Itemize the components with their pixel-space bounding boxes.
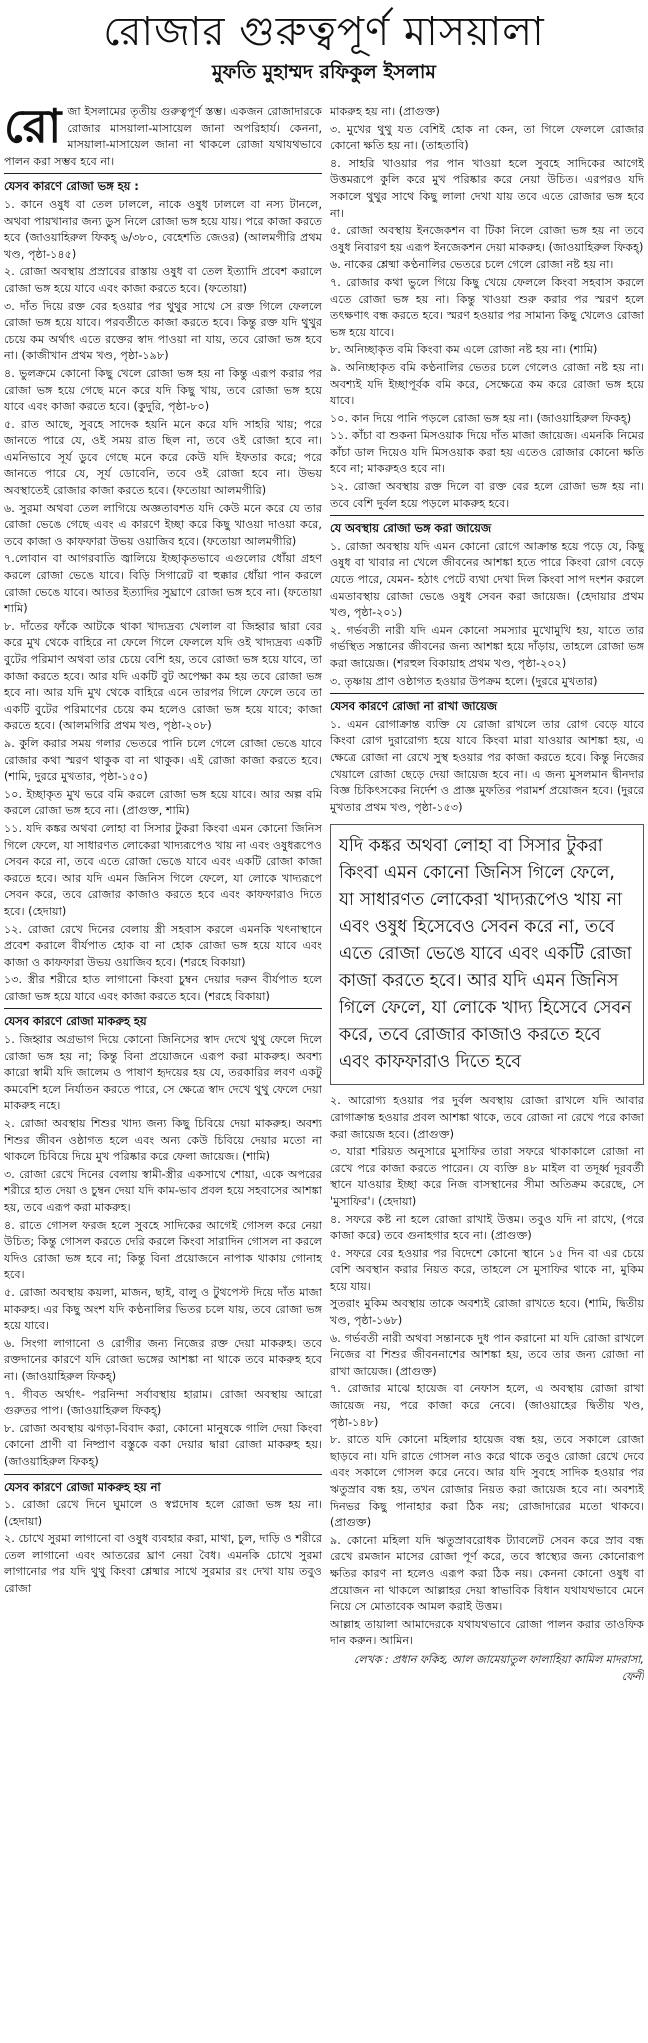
article-paragraph: ২. গর্ভবতী নারী যদি এমন কোনো সমস্যার মুখোমুখি হয়, যাতে তার গর্ভস্থিত সন্তানের জীবনের জন্য আশঙ্কা হয়ে দাঁড়ায়, তাহলে রোজা ভঙ্গ করা জায়েজ। (শরহুল বিকায়াহ প্রথম খণ্ড, পৃষ্ঠা-২০২) — [330, 623, 644, 670]
article-paragraph: ৯. কোনো মহিলা যদি ঋতুস্রাবরোধক ট্যাবলেট সেবন করে স্রাব বন্ধ রেখে রমজান মাসের রোজা পূর্ণ করে, তবে স্বাস্থ্যের জন্য কোনোরূপ ক্ষতির কারণ না হলেও এরূপ করা ঠিক নয়। কেননা কোনো ওষুধ বা প্রয়োজন না থাকলে আল্লাহর দেয়া স্বাভাবিক বিধান যথাযথভাবে মেনে নিয়ে সে মোতাবেক আমল করাই উত্তম। — [330, 1533, 644, 1614]
section-heading-permitted-break: যে অবস্থায় রোজা ভঙ্গ করা জায়েজ — [330, 521, 492, 536]
article-paragraph: ১২. রোজা রেখে দিনের বেলায় স্ত্রী সহবাস করলে এমনকি খৎনাস্থানে প্রবেশ করালে বীর্যপাত হোক বা না হোক রোজা ভঙ্গ হয়ে যাবে এবং কাজা ও কাফফারা উভয় ওয়াজিব হবে। (শরহে বিকায়া) — [4, 922, 322, 969]
article-paragraph: ১০. ইচ্ছাকৃত মুখ ভরে বমি করলে রোজা ভঙ্গ হয়ে যাবে। আর অল্প বমি করলে রোজা ভঙ্গ হবে না। (প্রাগুক্ত, শামি) — [4, 787, 322, 818]
article-paragraph: ২. চোখে সুরমা লাগানো বা ওষুধ ব্যবহার করা, মাথা, চুল, দাড়ি ও শরীরে তেল লাগানো এবং আতরের ঘ্রাণ নেয়া বৈধ। এমনকি চোখে সুরমা লাগানোর পর যদি থুথু কিংবা শ্লেষ্মার সাথে সুরমার রং দেখা যায় তবুও রোজা — [4, 1532, 322, 1596]
article-paragraph: ২. রোজা অবস্থায় শিশুর খাদ্য জন্য কিছু চিবিয়ে দেয়া মাকরুহ। অবশ্য শিশুর জীবন ওষ্ঠাগত হলে এবং অন্য কেউ চিবিয়ে দেয়ার মতো না থাকলে চিবিয়ে দিয়ে মুখ পরিষ্কার করে ফেলা জায়েজ। (শামি) — [4, 1117, 322, 1164]
article-paragraph: ৪. ভুলক্রমে কোনো কিছু খেলে রোজা ভঙ্গ হয় না কিন্তু এরূপ করার পর রোজা ভঙ্গ হয়ে গেছে মনে করে যদি কিছু খায়, তবে রোজা ভঙ্গ হয়ে যাবে এবং কাজা করতে হবে। (কুদুরি, পৃষ্ঠা-৮০) — [4, 366, 322, 414]
article-header — [0, 0, 648, 90]
article-paragraph: ১. কানে ওষুধ বা তেল ঢাললে, নাকে ওষুধ ঢাললে বা নস্য টানলে, অথবা পায়খানার জন্য ডুস নিলে রোজা ভঙ্গ হয়ে যায়। পরে কাজা করতে হবে (জাওয়াহিরুল ফিকহ্‌ ৬/৩৮০, বেহেশতি জেওর) (আলমগীরি প্রথম খণ্ড, পৃষ্ঠা-১৪৫) — [4, 197, 322, 261]
article-paragraph: ৬. গর্ভবতী নারী অথবা সন্তানকে দুধ পান করানো মা যদি রোজা রাখলে নিজের বা শিশুর জীবননাশের আশঙ্কা হয়, তবে তার জন্য রোজা না রাখা জায়েজ। (প্রাগুক্ত) — [330, 1331, 644, 1378]
section-heading-makruh: যেসব কারণে রোজা মাকরুহ হয় — [4, 1014, 147, 1029]
article-paragraph: ১১. কাঁচা বা শুকনা মিসওয়াক দিয়ে দাঁত মাজা জায়েজ। এমনকি নিমের কাঁচা ডাল দিয়েও যদি মিসওয়াক করা হয় এতেও রোজার কোনো ক্ষতি হবে না; মাকরুহও হবে না। — [330, 429, 644, 476]
section-permitted-skip — [330, 717, 644, 817]
article-paragraph: ৭.লোবান বা আগরবাতি জ্বালিয়ে ইচ্ছাকৃতভাবে এগুলোর ধোঁয়া গ্রহণ করলে রোজা ভেঙে যাবে। বিড়ি সিগারেট বা হুক্কার ধোঁয়া পান করলে রোজা ভেঙে যাবে। আতর ইত্যাদির সুঘ্রাণে রোজা ভঙ্গ হবে না। (ফতোয়া শামি) — [4, 552, 322, 616]
author-credit: লেখক : প্রধান ফকিহ, আল জামেয়াতুল ফালাহিয়া কামিল মাদরাসা, ফেনী — [353, 1652, 644, 1683]
section-not-makruh — [4, 1497, 322, 1598]
article-paragraph: ১. রোজা রেখে দিনে ঘুমালে ও স্বপ্নদোষ হলে রোজা ভঙ্গ হয় না। (হেদায়া) — [4, 1498, 322, 1528]
article-paragraph: মাকরুহ হয় না। (প্রাগুক্ত) — [330, 105, 440, 118]
article-paragraph: ৬. সিংগা লাগানো ও রোগীর জন্য নিজের রক্ত দেয়া মাকরুহ। তবে রক্তদানের কারণে যদি রোজা ভঙ্গের আশঙ্কা না থাকে তবে মাকরুহ হবে না। (জাওয়াহিরুল ফিকহ্‌) — [4, 1336, 322, 1383]
section-fast-breakers — [4, 197, 322, 1006]
article-paragraph: সুতরাং মুকিম অবস্থায় তাকে অবশ্যই রোজা রাখতে হবে। (শামি, দ্বিতীয় খণ্ড, পৃষ্ঠা-১৬৮) — [330, 1297, 644, 1328]
article-paragraph: ১০. কান দিয়ে পানি পড়লে রোজা ভঙ্গ হয় না। (জাওয়াহিরুল ফিকহ্‌) — [330, 411, 632, 425]
article-paragraph: ২. আরোগ্য হওয়ার পর দুর্বল অবস্থায় রোজা রাখলে যদি আবার রোগাক্রান্ত হওয়ার প্রবল আশঙ্কা থাকে, তবে রোজা না রেখে পরে কাজা করা জায়েজ হবে। (প্রাগুক্ত) — [330, 1094, 644, 1141]
section-divider — [330, 693, 644, 694]
article-paragraph: ৫. রোজা অবস্থায় ইনজেকশন বা টিকা নিলে রোজা ভঙ্গ হয় না তবে ওষুধ নিবারণ হয় এরূপ ইনজেকশন দেয়া মাকরুহ। (জাওয়াহিরুল ফিকহ্‌) — [330, 224, 644, 254]
section-divider — [4, 173, 322, 174]
article-title: রোজার গুরুত্বপূর্ণ মাসয়ালা — [103, 9, 545, 55]
article-paragraph: ৩. দাঁত দিয়ে রক্ত বের হওয়ার পর থুথুর সাথে সে রক্ত গিলে ফেললে রোজা ভঙ্গ হয়ে যাবে। পরবর্তীতে কাজা করতে হবে। কিন্তু রক্ত যদি থুথুর চেয়ে কম অর্থাৎ এতে রক্তের স্বাদ পাওয়া না যায়, তবে রোজা ভঙ্গ হবে না। (কাজীখান প্রথম খণ্ড, পৃষ্ঠা-১৯৮) — [4, 299, 322, 363]
article-paragraph: ৪. রাতে গোসল ফরজ হলে সুবহে সাদিকের আগেই গোসল করে নেয়া উচিত; কিন্তু গোসল করতে দেরি করলে কিংবা সারাদিন গোসল না করলে যদিও রোজা ভঙ্গ হবে না; কিন্তু বিনা প্রয়োজনে নাপাক থাকায় গোনাহ হবে। — [4, 1218, 322, 1282]
article-paragraph: ৯. অনিচ্ছাকৃত বমি কণ্ঠনালির ভেতর চলে গেলেও রোজা নষ্ট হয় না। অবশ্যই যদি ইচ্ছাপূর্বক বমি করে, সেক্ষেত্রে কম করে রোজা ভঙ্গ হয়ে যাবে। — [330, 360, 644, 408]
article-paragraph: ৮. অনিচ্ছাকৃত বমি কিংবা কম এলে রোজা নষ্ট হয় না। (শামি) — [330, 343, 598, 357]
article-paragraph: ৬. নাকের শ্লেষ্মা কণ্ঠনালির ভেতরে চলে গেলে রোজা নষ্ট হয় না। — [330, 258, 614, 272]
article-paragraph: ৩. তৃষ্ণায় প্রাণ ওষ্ঠাগত হওয়ার উপক্রম হলে। (দুররে মুখতার) — [330, 674, 598, 688]
article-paragraph: ১. এমন রোগাক্রান্ত ব্যক্তি যে রোজা রাখলে তার রোগ বেড়ে যাবে কিংবা রোগ দুরারোগ্য হয়ে যাবে কিংবা মারা যাওয়ার আশঙ্কা হয়, এ ক্ষেত্রে রোজা না রেখে সুস্থ হওয়ার পর কাজা করতে হবে। কিন্তু নিজের খেয়ালে রোজা ছেড়ে দেয়া জায়েজ হবে না। এ জন্য মুসলমান দ্বীনদার বিজ্ঞ চিকিৎসকের নির্দেশ ও প্রাজ্ঞ মুফতির পরামর্শ প্রয়োজন হবে। (দুররে মুখতার প্রথম খণ্ড, পৃষ্ঠা-১৫৩) — [330, 717, 644, 814]
section-divider — [330, 515, 644, 516]
section-heading-fast-breakers: যেসব কারণে রোজা ভঙ্গ হয় : — [4, 179, 139, 194]
intro-paragraph — [4, 104, 322, 170]
drop-cap: রো — [4, 104, 62, 153]
pull-quote: যদি কঙ্কর অথবা লোহা বা সিসার টুকরা কিংবা এমন কোনো জিনিস গিলে ফেলে, যা সাধারণত লোকেরা খাদ্যরূপেও খায় না এবং ওষুধ হিসেবেও সেবন করে না, তবে এতে রোজা ভেঙে যাবে এবং একটি রোজা কাজা করতে হবে। আর যদি এমন জিনিস গিলে ফেলে, যা লোকে খাদ্য হিসেবে সেবন করে, তবে রোজার কাজাও করতে হবে এবং কাফফারাও দিতে হবে — [330, 824, 644, 1085]
article-paragraph: ১২. রোজা অবস্থায় রক্ত দিলে বা রক্ত বের হলে রোজা ভঙ্গ হয় না। তবে বেশি দুর্বল হয়ে পড়লে মাকরুহ হবে। — [330, 480, 644, 510]
section-divider — [4, 1474, 322, 1475]
continued-permitted-skip — [330, 1093, 644, 1650]
intro-text: জা ইসলামের তৃতীয় গুরুত্বপূর্ণ স্তম্ভ। একজন রোজাদারকে রোজার মাসয়ালা-মাসায়েল জানা অপরিহার্য। কেননা, মাসয়ালা-মাসায়েল জানা না থাকলে রোজা যথাযথভাবে পালন করা সম্ভব হবে না। — [4, 105, 322, 168]
article-paragraph: ৪. সফরে কষ্ট না হলে রোজা রাখাই উত্তম। তবুও যদি না রাখে, (পরে কাজা করে) তবে গুনাহগার হবে না। (প্রাগুক্ত) — [330, 1212, 644, 1243]
article-paragraph: ৭. রোজার মাঝে হায়েজ বা নেফাস হলে, এ অবস্থায় রোজা রাখা জায়েজ নয়, পরে কাজা করে নেবে। (জাওয়াহের দ্বিতীয় খণ্ড, পৃষ্ঠা-১৪৮) — [330, 1382, 644, 1429]
article-paragraph: ৭. গীবত অর্থাৎ- পরনিন্দা সর্বাবস্থায় হারাম। রোজা অবস্থায় আরো গুরুতর পাপ। (জাওয়াহিরুল ফিকহ্‌) — [4, 1387, 322, 1418]
section-heading-not-makruh: যেসব কারণে রোজা মাকরুহ হয় না — [4, 1479, 161, 1494]
article-paragraph: ১১. যদি কঙ্কর অথবা লোহা বা সিসার টুকরা কিংবা এমন কোনো জিনিস গিলে ফেলে, যা সাধারণত লোকেরা খাদ্যরূপেও খায় না এবং ওষুধরূপেও সেবন করে না, তবে এতে রোজা ভেঙে যাবে এবং একটি রোজা কাজা করতে হবে। আর যদি এমন জিনিস গিলে ফেলে, যা লোকে খাদ্যরূপে সেবন করে, তবে রোজার কাজাও করতে হবে এবং কাফফারাও দিতে হবে। (হেদায়া) — [4, 821, 322, 918]
article-paragraph: ৯. কুলি করার সময় গলার ভেতরে পানি চলে গেলে রোজা ভেঙে যাবে রোজার কথা স্মরণ থাকুক বা না থাকুক। এই রোজা কাজা করতে হবে। (শামি, দুররে মুখতার, পৃষ্ঠা-১৫০) — [4, 736, 322, 784]
article-paragraph: ৩. যারা শরিয়ত অনুসারে মুসাফির তারা সফরে থাকাকালে রোজা না রেখে পরে কাজা করতে পারেন। যে ব্যক্তি ৪৮ মাইল বা তদূর্ধ্ব দূরবর্তী স্থানে যাওয়ার ইচ্ছা করে নিজ বাসস্থানের সীমা অতিক্রম করেছে, সে 'মুসাফির'। (হেদায়া) — [330, 1145, 644, 1208]
article-paragraph: ৩. মুখের থুথু যত বেশিই হোক না কেন, তা গিলে ফেললে রোজার কোনো ক্ষতি হয় না। (তাহতাবি) — [330, 122, 644, 153]
article-paragraph: ৫. রোজা অবস্থায় কয়লা, মাজন, ছাই, বালু ও টুথপেস্ট দিয়ে দাঁত মাজা মাকরুহ। এর কিছু অংশ যদি কণ্ঠনালির ভিতর চলে যায়, তবে রোজা ভঙ্গ হয়ে যাবে। — [4, 1285, 322, 1333]
article-paragraph: ৪. সাহরি খাওয়ার পর পান খাওয়া হলে সুবহে সাদিকের আগেই উত্তমরূপে কুলি করে মুখ পরিষ্কার করে নেয়া উচিত। এরপরও যদি সকালে থুথুর সাথে কিছু লালা দেখা যায় তবে এতে রোজার ভঙ্গ হবে না। — [330, 156, 644, 220]
article-paragraph: ১৩. স্ত্রীর শরীরে হাত লাগানো কিংবা চুম্বন দেয়ার দরুন বীর্যপাত হলে রোজা ভঙ্গ হয়ে যাবে এবং কাজা করতে হবে। (শরহে বিকায়া) — [4, 973, 322, 1003]
section-divider — [4, 1008, 322, 1009]
right-column — [330, 104, 644, 2039]
article-paragraph: ৩. রোজা রেখে দিনের বেলায় স্বামী-স্ত্রীর একসাথে শোয়া, একে অপরের শরীরে হাত দেয়া ও চুম্বন দেয়া যদি কাম-ভাব প্রবল হয়ে সহবাসের আশঙ্কা হয়, তবে এরূপ করা মাকরুহ। — [4, 1167, 322, 1214]
article-paragraph: ৮. রোজা অবস্থায় ঝগড়া-বিবাদ করা, কোনো মানুষকে গালি দেয়া কিংবা কোনো প্রাণী বা নিষ্প্রাণ বস্তুকে বকা দেয়ার দ্বারা রোজা মাকরুহ হয়। (জাওয়াহিরুল ফিকহ্‌) — [4, 1421, 322, 1468]
article-paragraph: ৬. সুরমা অথবা তেল লাগিয়ে অজ্ঞতাবশত যদি কেউ মনে করে যে তার রোজা ভেঙে গেছে এবং এ কারণে ইচ্ছা করে কিছু খাওয়া দাওয়া করে, তবে কাজা ও কাফফারা উভয় ওয়াজিব হবে। (ফতোয়া আলমগীরি) — [4, 501, 322, 548]
article-paragraph: আল্লাহ তায়ালা আমাদেরকে যথাযথভাবে রোজা পালন করার তাওফিক দান করুন। আমিন। — [330, 1617, 644, 1648]
article-paragraph: ৮. রাতে যদি কোনো মহিলার হায়েজ বন্ধ হয়, তবে সকালে রোজা ছাড়বে না। যদি রাতে গোসল নাও করে থাকে তবুও রোজা রেখে দেবে এবং সকালে গোসল করে নেবে। আর যদি সুবহে সাদিক হওয়ার পর ঋতুস্রাব বন্ধ হয়, তখন রোজার নিয়ত করা জায়েজ হবে না। অবশ্যই দিনভর কিছু পানাহার করা ঠিক নয়; রোজাদারের মতো থাকবে। (প্রাগুক্ত) — [330, 1433, 644, 1530]
section-permitted-break — [330, 539, 644, 690]
article-body — [4, 104, 644, 2039]
article-paragraph: ৫. রাত আছে, সুবহে সাদেক হয়নি মনে করে যদি সাহরি খায়; পরে জানতে পারে যে, ওই সময় রাত ছিল না, তবে ওই রোজা হবে না। এমনিভাবে সূর্য ডুবে গেছে মনে করে কেউ যদি ইফতার করে; পরে জানতে পারে যে, সূর্য ডোবেনি, তবে ওই রোজা হবে না। উভয় অবস্থাতেই রোজার কাজা করতে হবে। (ফতোয়া আলমগীরি) — [4, 417, 322, 498]
section-heading-permitted-skip: যেসব কারণে রোজা না রাখা জায়েজ — [330, 699, 497, 714]
left-column — [4, 104, 322, 2039]
section-makruh — [4, 1032, 322, 1470]
article-paragraph: ১. জিহ্বার অগ্রভাগ দিয়ে কোনো জিনিসের স্বাদ দেখে থুথু ফেলে দিলে রোজা ভঙ্গ হয় না; কিন্তু বিনা প্রয়োজনে এরূপ করা মাকরুহ। অবশ্য কারো স্বামী যদি জালেম ও পাষাণ হৃদয়ের হয় যে, তরকারির লবণ একটু কমবেশি হলে নির্যাতন করতে পারে, সে ক্ষেত্রে স্বাদ দেখে থুথু ফেলে দেয়া মাকরুহ নহে। — [4, 1033, 322, 1113]
article-paragraph: ২. রোজা অবস্থায় প্রস্রাবের রাস্তায় ওষুধ বা তেল ইত্যাদি প্রবেশ করালে রোজা ভঙ্গ হয়ে যাবে এবং কাজা করতে হবে। (ফতোয়া) — [4, 265, 322, 295]
article-paragraph: ৮. দাঁতের ফাঁকে আটকে থাকা খাদ্যদ্রব্য খেলাল বা জিহ্বার দ্বারা বের করে মুখ থেকে বাহিরে না ফেলে গিলে ফেললে যদি ওই খাদ্যদ্রব্য একটি বুটের পরিমাণ অথবা তার চেয়ে বেশি হয়, তবে রোজা ভঙ্গ হয়ে যাবে, তা কাজা করতে হবে। আর যদি একটি বুট অপেক্ষা কম হয় তবে রোজা ভঙ্গ হবে না। আর যদি মুখ থেকে বাহিরে এনে তারপর গিলে ফেলে তবে তা একটি বুটের পরিমাণের চেয়ে কম হলেও রোজা ভঙ্গ হয়ে যাবে; কাজা করতে হবে। (আলমগিরি প্রথম খণ্ড, পৃষ্ঠা-২০৮) — [4, 619, 322, 733]
article-paragraph: ৭. রোজার কথা ভুলে গিয়ে কিছু খেয়ে ফেললে কিংবা সহবাস করলে এতে রোজা ভঙ্গ হয় না। কিন্তু খাওয়া শুরু করার পর স্মরণ হলে তৎক্ষণাৎ বন্ধ করতে হবে। স্মরণ হওয়ার পর সামান্য কিছু খেলেও রোজা ভঙ্গ হয়ে যাবে। — [330, 275, 644, 339]
article-author: মুফতি মুহাম্মদ রফিকুল ইসলাম — [212, 61, 436, 83]
article-paragraph: ১. রোজা অবস্থায় যদি এমন কোনো রোগে আক্রান্ত হয়ে পড়ে যে, কিছু ওষুধ বা খাবার না খেলে জীবনের আশঙ্কা হতে পারে কিংবা রোগ বেড়ে যেতে পারে, যেমন- হঠাৎ পেটে ব্যথা দেখা দিল কিংবা সাপ দংশন করলে এমতাবস্থায় রোজা ভেঙে ওষুধ সেবন করা জায়েজ। (হেদায়ার প্রথম খণ্ড, পৃষ্ঠা-২০১) — [330, 539, 644, 620]
continued-not-makruh — [330, 104, 644, 512]
article-paragraph: ৫. সফরে বের হওয়ার পর বিদেশে কোনো স্থানে ১৫ দিন বা এর চেয়ে বেশি অবস্থান করার নিয়ত করে, তাহলে সে মুসাফির থাকে না, মুকিম হয়ে যায়। — [330, 1246, 644, 1293]
